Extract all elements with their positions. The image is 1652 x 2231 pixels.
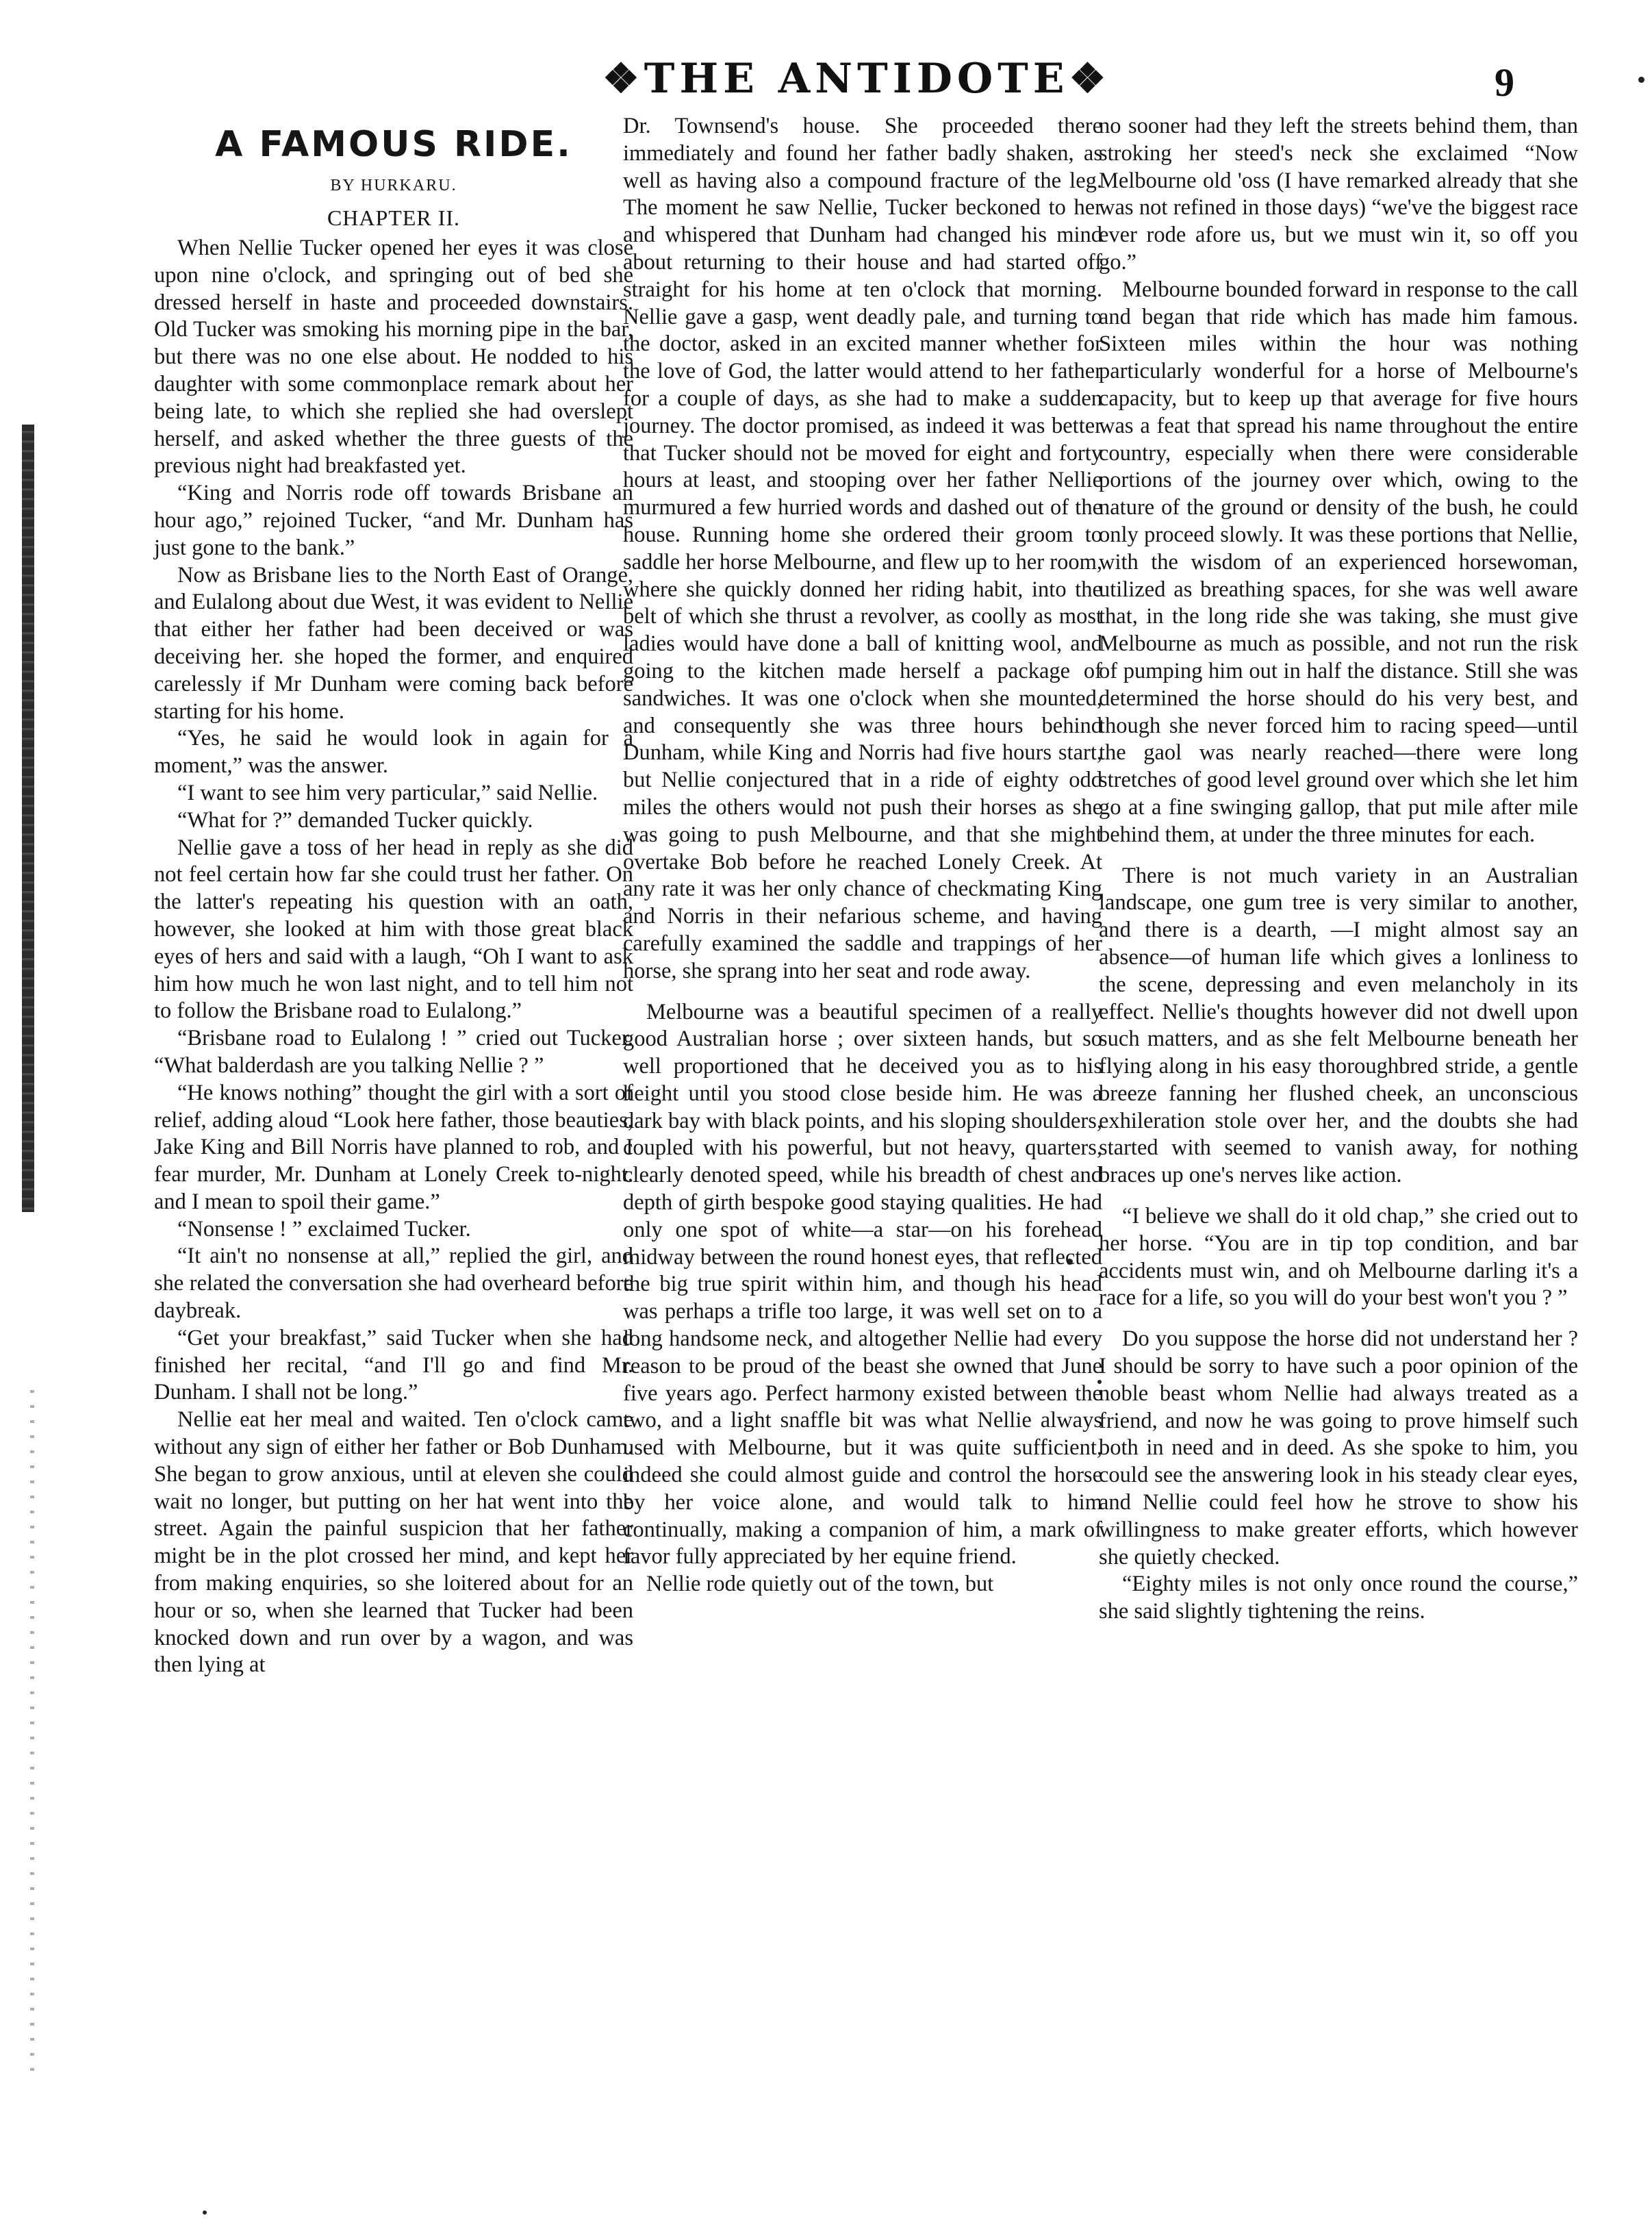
- paragraph: “What for ?” demanded Tucker quickly.: [177, 807, 533, 833]
- scan-speck: [1638, 77, 1644, 83]
- paragraph: “I want to see him very particular,” said Nellie.: [177, 780, 598, 805]
- paragraph: Melbourne bounded forward in response to the call and began that ride which has made him famous. Sixteen miles within the hour was nothing particularly wonderful for a horse of Melbourne's capacity, but to keep up that average for five hours was a feat that spread his name throughout the entire country, especially when there were considerable portions of the journey over which, owing to the nature of the ground or density of the bush, he could only proceed slowly. It was these portions that Nellie, with the wisdom of an experienced horsewoman, utilized as breathing spaces, for she was well aware that, in the long ride she was taking, she must give Melbourne as much as possible, and not run the risk of pumping him out in half the distance. Still she was determined the horse should do his very best, and though she never forced him to racing speed—until the gaol was nearly reached—there were long stretches of good level ground over which she let him go at a fine swinging gallop, that put mile after mile behind them, at under the three minutes for each.: [1099, 277, 1578, 847]
- chapter-heading: CHAPTER II.: [327, 205, 461, 230]
- column-2: [623, 113, 1102, 1598]
- column-3: [1099, 113, 1578, 1626]
- paragraph: “He knows nothing” thought the girl with a sort of relief, adding aloud “Look here father, those beauties, Jake King and Bill Norris have planned to rob, and I fear murder, Mr. Dunham at Lonely Creek to-night. and I mean to spoil their game.”: [154, 1080, 633, 1214]
- paragraph: “King and Norris rode off towards Brisbane an hour ago,” rejoined Tucker, “and Mr. Dunham has just gone to the bank.”: [154, 481, 633, 560]
- paragraph: Nellie rode quietly out of the town, but: [646, 1572, 994, 1597]
- paragraph: no sooner had they left the streets behind them, than stroking her steed's neck she exclaimed “Now Melbourne old 'oss (I have remarked already that she was not refined in those days) “we've the biggest race ever rode afore us, but we must win it, so off you go.”: [1099, 114, 1578, 275]
- paragraph: “Nonsense ! ” exclaimed Tucker.: [177, 1216, 471, 1241]
- paragraph: Nellie eat her meal and waited. Ten o'clock came without any sign of either her father or Bob Dunham. She began to grow anxious, until at eleven she could wait no longer, but putting on her hat went into the street. Again the painful suspicion that her father might be in the plot crossed her mind, and kept her from making enquiries, so she loitered about for an hour or so, when she learned that Tucker had been knocked down and run over by a wagon, and was then lying at: [154, 1407, 633, 1678]
- paragraph: “Get your breakfast,” said Tucker when she had finished her recital, “and I'll go and find Mr. Dunham. I shall not be long.”: [154, 1325, 633, 1405]
- scan-speck: [203, 2210, 207, 2215]
- paragraph: Melbourne was a beautiful specimen of a really good Australian horse ; over sixteen hands, but so well proportioned that he deceived you as to his height until you stood close beside him. He was a dark bay with black points, and his sloping shoulders, coupled with his powerful, but not heavy, quarters, clearly denoted speed, while his breadth of chest and depth of girth bespoke good staying qualities. He had only one spot of white—a star—on his forehead midway between the round honest eyes, that reflected the big true spirit within him, and though his head was perhaps a trifle too large, it was well set on to a long handsome neck, and altogether Nellie had every reason to be proud of the beast she owned that June five years ago. Perfect harmony existed between the two, and a light snaffle bit was what Nellie always used with Melbourne, but it was quite sufficient, indeed she could almost guide and control the horse by her voice alone, and would talk to him continually, making a companion of him, a mark of favor fully appreciated by her equine friend.: [623, 999, 1102, 1570]
- paragraph: “It ain't no nonsense at all,” replied the girl, and she related the conversation she had overheard before daybreak.: [154, 1244, 633, 1324]
- paragraph: Now as Brisbane lies to the North East of Orange, and Eulalong about due West, it was evident to Nellie that either her father had been deceived or was deceiving her. she hoped the former, and enquired carelessly if Mr Dunham were coming back before starting for his home.: [154, 562, 633, 724]
- page-number: 9: [1495, 60, 1514, 105]
- paragraph: Do you suppose the horse did not understand her ? I should be sorry to have such a poor opinion of the noble beast whom Nellie had always treated as a friend, and now he was going to prove himself such both in need and in deed. As she spoke to him, you could see the answering look in his steady clear eyes, and Nellie could feel how he strove to show his willingness to make greater efforts, which however she quietly checked.: [1099, 1326, 1578, 1570]
- paragraph: Dr. Townsend's house. She proceeded there immediately and found her father badly shaken, as well as having also a compound fracture of the leg. The moment he saw Nellie, Tucker beckoned to her and whispered that Dunham had changed his mind about returning to their house and had started off straight for his home at ten o'clock that morning. Nellie gave a gasp, went deadly pale, and turning to the doctor, asked in an excited manner whether for the love of God, the latter would attend to her father for a couple of days, as she had to make a sudden journey. The doctor promised, as indeed it was better that Tucker should not be moved for eight and forty hours at least, and stooping over her father Nellie murmured a few hurried words and dashed out of the house. Running home she ordered their groom to saddle her horse Melbourne, and flew up to her room, where she quickly donned her riding habit, into the belt of which she thrust a revolver, as coolly as most ladies would have done a ball of knitting wool, and going to the kitchen made herself a package of sandwiches. It was one o'clock when she mounted, and consequently she was three hours behind Dunham, while King and Norris had five hours start, but Nellie conjectured that in a ride of eighty odd miles the others would not push their horses as she was going to push Melbourne, and that she might overtake Bob before he reached Lonely Creek. At any rate it was her only chance of checkmating King and Norris in their nefarious scheme, and having carefully examined the saddle and trappings of her horse, she sprang into her seat and rode away.: [623, 114, 1102, 983]
- article-title: A FAMOUS RIDE.: [215, 124, 572, 165]
- scan-edge-dots: [30, 1390, 34, 2082]
- paragraph: There is not much variety in an Australian landscape, one gum tree is very similar to another, and there is a dearth, —I might almost say an absence—of human life which gives a lonliness to the scene, depressing and even melancholy in its effect. Nellie's thoughts however did not dwell upon such matters, and as she felt Melbourne beneath her flying along in his easy thoroughbred stride, a gentle breeze fanning her flushed cheek, an unconscious exhileration stole over her, and the doubts she had started with seemed to vanish away, for nothing braces up one's nerves like action.: [1099, 863, 1578, 1188]
- paragraph: “Eighty miles is not only once round the course,” she said slightly tightening the reins.: [1099, 1572, 1578, 1624]
- masthead: ❖THE ANTIDOTE❖: [602, 55, 1111, 103]
- paragraph: Nellie gave a toss of her head in reply as she did not feel certain how far she could trust her father. On the latter's repeating his question with an oath, however, she looked at him with those great black eyes of hers and said with a laugh, “Oh I want to ask him how much he won last night, and to tell him not to follow the Brisbane road to Eulalong.”: [154, 835, 633, 1024]
- paragraph: “Yes, he said he would look in again for a moment,” was the answer.: [154, 726, 633, 779]
- byline: BY HURKARU.: [330, 177, 457, 194]
- scan-edge-bar: [22, 425, 34, 1212]
- paragraph: When Nellie Tucker opened her eyes it was close upon nine o'clock, and springing out of bed she dressed herself in haste and proceeded downstairs. Old Tucker was smoking his morning pipe in the bar, but there was no one else about. He nodded to his daughter with some commonplace remark about her being late, to which she replied she had overslept herself, and asked whether the three guests of the previous night had breakfasted yet.: [154, 236, 633, 479]
- paragraph: “I believe we shall do it old chap,” she cried out to her horse. “You are in tip top condition, and bar accidents must win, and oh Melbourne darling it's a race for a life, so you will do your best won't you ? ”: [1099, 1204, 1578, 1311]
- paragraph: “Brisbane road to Eulalong ! ” cried out Tucker. “What balderdash are you talking Nellie ? ”: [154, 1026, 633, 1078]
- column-1: [154, 113, 633, 1679]
